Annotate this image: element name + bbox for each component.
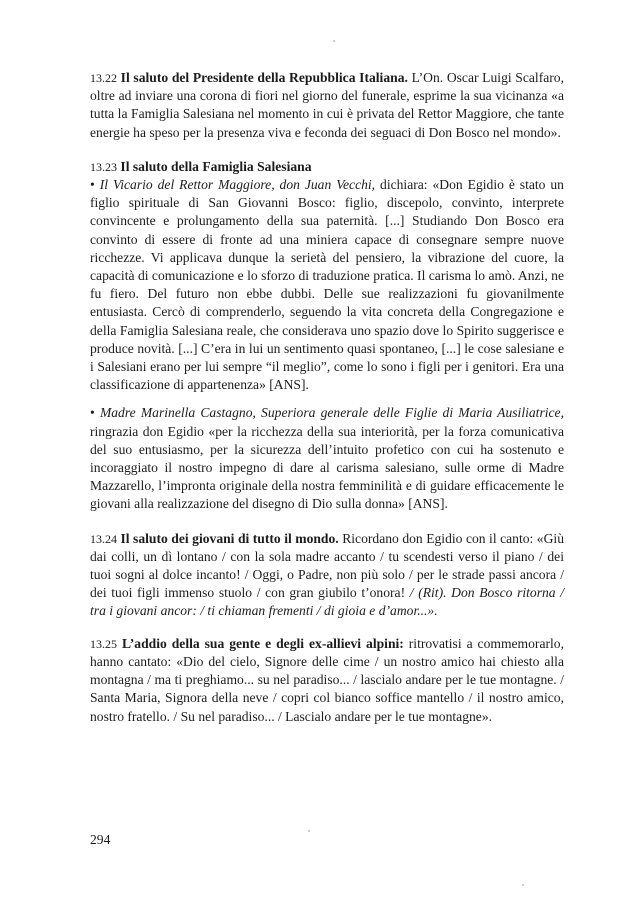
scan-speck [308, 830, 310, 832]
song-refrain: / (Rit). Don Bosco ritorna / tra i giovani ancor: / ti chiaman frementi / di gioia e d’amor...». [90, 585, 565, 619]
section-number: 13.22 [90, 71, 117, 85]
testimony-speaker: Il Vicario del Rettor Maggiore, don Juan Vecchi, [99, 177, 376, 193]
page-text-body [90, 69, 564, 726]
testimony-body: dichiara: «Don Egidio è stato un figlio spirituale di San Giovanni Bosco: figlio, discepolo, convinto, interprete convincente e prolungamento della sua paternità. [...] Studiando Don Bosco era convinto di essere di fronte ad una miniera capace di consegnare sempre nuove ricchezze. Vi applicava dunque la serietà del pensiero, la vibrazione del cuore, la capacità di comunicazione e lo sforzo di traduzione pratica. Il carisma lo amò. Anzi, ne fu fiero. Del futuro non ebbe dubbi. Delle sue realizzazioni fu giovanilmente entusiasta. Cercò di comprenderlo, seguendo la vita concreta della Congregazione e della Famiglia Salesiana reale, che considerava uno spazio dove lo Spirito suggerisce e produce novità. [...] C’era in lui un sentimento quasi spontaneo, [...] le cose salesiane e i Salesiani erano per lui sempre “il meglio”, come lo sono i figli per i genitori. Era una classificazione di appartenenza» [ANS]. [90, 177, 564, 393]
bullet-marker: • [90, 177, 95, 193]
section-13-23-heading [90, 158, 564, 176]
section-number: 13.25 [90, 636, 117, 651]
section-title: L’addio della sua gente e degli ex-allievi alpini: [121, 635, 404, 651]
bullet-marker: • [90, 405, 95, 421]
section-13-25 [90, 635, 564, 726]
section-title: Il saluto della Famiglia Salesiana [120, 158, 312, 174]
section-body: ritrovatisi a commemorarlo, hanno cantato: «Dio del cielo, Signore delle cime / un nostro amico hai chiesto alla montagna / ma ti preghiamo... su nel paradiso... / lascialo andare per le tue montagne. / Santa Maria, Signora della neve / copri col bianco soffice mantello / il nostro amico, nostro fratello. / Su nel paradiso... / Lascialo andare per le tue montagne». [90, 635, 564, 724]
scan-speck [522, 884, 524, 886]
testimony-vicario [90, 176, 564, 394]
section-number: 13.23 [90, 159, 117, 174]
section-title: Il saluto del Presidente della Repubblica Italiana. [120, 70, 408, 85]
testimony-speaker: Madre Marinella Castagno, Superiora generale delle Figlie di Maria Ausiliatrice, [99, 405, 564, 421]
section-title: Il saluto dei giovani di tutto il mondo. [120, 530, 339, 546]
section-13-24 [90, 530, 564, 621]
page-number: 294 [90, 832, 111, 847]
section-number: 13.24 [90, 531, 117, 546]
section-13-22 [90, 69, 564, 142]
testimony-body: ringrazia don Egidio «per la ricchezza della sua interiorità, per la forza comunicativa del suo entusiasmo, per la sicurezza dell’intuito profetico con cui ha sostenuto e incoraggiato il nostro impegno di dare al carisma salesiano, sulle orme di Madre Mazzarello, l’impronta originale della nostra femminilità e di guidare efficacemente le giovani alla realizzazione del disegno di Dio sulla donna» [ANS]. [90, 423, 564, 512]
scan-speck [333, 40, 335, 42]
testimony-madre-castagno [90, 404, 564, 513]
section-body: Ricordano don Egidio con il canto: «Giù dai colli, un dì lontano / con la sola madre accanto / tu scendesti verso il piano / dei tuoi sogni al dolce incanto! / Oggi, o Padre, non più solo / per le strade passi ancora / dei tuoi figli immenso stuolo / con gran giubilo t’onora! [90, 530, 564, 601]
section-body: L’On. Oscar Luigi Scalfaro, oltre ad inviare una corona di fiori nel giorno del funerale, esprime la sua vicinanza «a tutta la Famiglia Salesiana nel momento in cui è privata del Rettor Maggiore, che tante energie ha speso per la presenza viva e feconda dei seguaci di Don Bosco nel mondo». [90, 70, 564, 140]
